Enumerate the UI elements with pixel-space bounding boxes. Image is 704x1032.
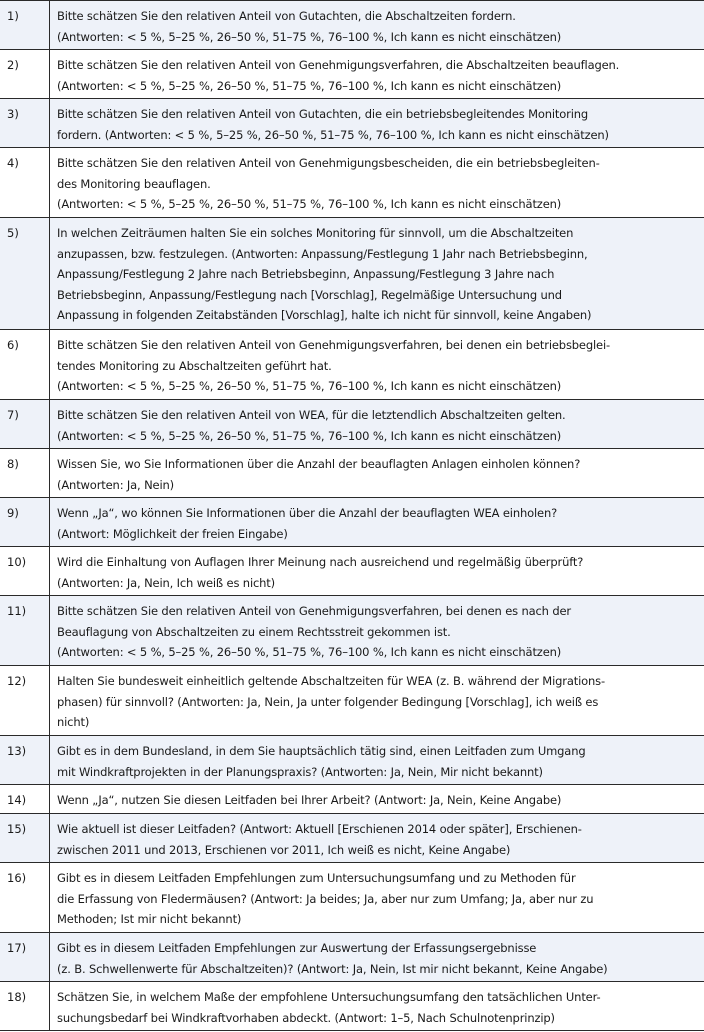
question-number: 1) xyxy=(0,1,50,49)
question-text: Schätzen Sie, in welchem Maße der empfohlene Untersuchungsumfang den tatsächlichen Unter- suchungsbedarf bei Windkraftvorhaben abdeckt. (Antwort: 1–5, Nach Schulnotenprinzip) xyxy=(57,990,601,1025)
question-text: Bitte schätzen Sie den relativen Anteil von Genehmigungsverfahren, die Abschaltzeiten beauflagen. (Antworten: < 5 %, 5–25 %, 26–50 %, 51–75 %, 76–100 %, Ich kann es nicht einschätzen) xyxy=(57,58,620,93)
question-number: 13) xyxy=(0,736,50,784)
question-row xyxy=(0,735,704,784)
question-text: Wissen Sie, wo Sie Informationen über die Anzahl der beauflagten Anlagen einholen können? (Antworten: Ja, Nein) xyxy=(57,457,581,492)
question-text: Bitte schätzen Sie den relativen Anteil von Genehmigungsbescheiden, die ein betriebsbegleiten- des Monitoring beauflagen. (Antworten: < 5 %, 5–25 %, 26–50 %, 51–75 %, 76–100 %, Ich kann es nicht einschätzen) xyxy=(57,156,600,211)
question-number: 7) xyxy=(0,400,50,448)
question-row xyxy=(0,147,704,217)
question-text: Gibt es in diesem Leitfaden Empfehlungen zur Auswertung der Erfassungsergebnisse (z. B. Schwellenwerte für Abschaltzeiten)? (Antwort: Ja, Nein, Ist mir nicht bekannt, Keine Angabe) xyxy=(57,941,608,976)
question-number: 12) xyxy=(0,666,50,735)
question-number: 2) xyxy=(0,50,50,98)
question-number: 15) xyxy=(0,814,50,862)
question-row xyxy=(0,546,704,595)
question-text: In welchen Zeiträumen halten Sie ein solches Monitoring für sinnvoll, um die Abschaltzeiten anzupassen, bzw. festzulegen. (Antworten: Anpassung/Festlegung 1 Jahr nach Betriebsbeginn, Anpassung/Festlegung 2 Jahre nach Betriebsbeginn, Anpassung/Festlegung 3 Jahre nach Betriebsbeginn, Anpassung/Festlegung nach [Vorschlag], Regelmäßige Untersuchung und Anpassung in folgenden Zeitabständen [Vorschlag], halte ich nicht für sinnvoll, keine Angaben) xyxy=(57,226,592,322)
question-text: Wie aktuell ist dieser Leitfaden? (Antwort: Aktuell [Erschienen 2014 oder später], Erschienen- zwischen 2011 und 2013, Erschienen vor 2011, Ich weiß es nicht, Keine Angabe) xyxy=(57,822,582,857)
question-row xyxy=(0,784,704,813)
question-number: 6) xyxy=(0,330,50,399)
question-text: Wenn „Ja“, wo können Sie Informationen über die Anzahl der beauflagten WEA einholen? (Antwort: Möglichkeit der freien Eingabe) xyxy=(57,506,558,541)
question-row xyxy=(0,497,704,546)
question-number: 16) xyxy=(0,863,50,932)
question-row xyxy=(0,217,704,329)
question-number: 3) xyxy=(0,99,50,147)
question-row xyxy=(0,49,704,98)
question-number: 11) xyxy=(0,596,50,665)
question-text: Gibt es in diesem Leitfaden Empfehlungen zum Untersuchungsumfang und zu Methoden für die Erfassung von Fledermäusen? (Antwort: Ja beides; Ja, aber nur zum Umfang; Ja, aber nur zu Methoden; Ist mir nicht bekannt) xyxy=(57,871,594,926)
question-number: 10) xyxy=(0,547,50,595)
question-number: 9) xyxy=(0,498,50,546)
question-text: Bitte schätzen Sie den relativen Anteil von Gutachten, die Abschaltzeiten fordern. (Antworten: < 5 %, 5–25 %, 26–50 %, 51–75 %, 76–100 %, Ich kann es nicht einschätzen) xyxy=(57,9,562,44)
question-text: Gibt es in dem Bundesland, in dem Sie hauptsächlich tätig sind, einen Leitfaden zum Umgang mit Windkraftprojekten in der Planungspraxis? (Antworten: Ja, Nein, Mir nicht bekannt) xyxy=(57,744,586,779)
question-number: 4) xyxy=(0,148,50,217)
question-row xyxy=(0,0,704,49)
question-row xyxy=(0,329,704,399)
question-row xyxy=(0,981,704,1031)
question-text: Bitte schätzen Sie den relativen Anteil von Genehmigungsverfahren, bei denen es nach der Beauflagung von Abschaltzeiten zu einem Rechtsstreit gekommen ist. (Antworten: < 5 %, 5–25 %, 26–50 %, 51–75 %, 76–100 %, Ich kann es nicht einschätzen) xyxy=(57,604,571,659)
question-text: Bitte schätzen Sie den relativen Anteil von Gutachten, die ein betriebsbegleitendes Monitoring fordern. (Antworten: < 5 %, 5–25 %, 26–50 %, 51–75 %, 76–100 %, Ich kann es nicht einschätzen) xyxy=(57,107,609,142)
question-row xyxy=(0,448,704,497)
question-number: 18) xyxy=(0,982,50,1030)
question-row xyxy=(0,98,704,147)
question-number: 5) xyxy=(0,218,50,329)
question-number: 17) xyxy=(0,933,50,981)
question-text: Wenn „Ja“, nutzen Sie diesen Leitfaden bei Ihrer Arbeit? (Antwort: Ja, Nein, Keine Angabe) xyxy=(57,793,562,807)
question-row xyxy=(0,399,704,448)
question-row xyxy=(0,665,704,735)
question-row xyxy=(0,595,704,665)
question-row xyxy=(0,862,704,932)
question-row xyxy=(0,932,704,981)
question-number: 14) xyxy=(0,785,50,813)
question-row xyxy=(0,813,704,862)
question-text: Bitte schätzen Sie den relativen Anteil von Genehmigungsverfahren, bei denen ein betriebsbeglei- tendes Monitoring zu Abschaltzeiten geführt hat. (Antworten: < 5 %, 5–25 %, 26–50 %, 51–75 %, 76–100 %, Ich kann es nicht einschätzen) xyxy=(57,338,611,393)
question-text: Bitte schätzen Sie den relativen Anteil von WEA, für die letztendlich Abschaltzeiten gelten. (Antworten: < 5 %, 5–25 %, 26–50 %, 51–75 %, 76–100 %, Ich kann es nicht einschätzen) xyxy=(57,408,566,443)
question-number: 8) xyxy=(0,449,50,497)
question-text: Wird die Einhaltung von Auflagen Ihrer Meinung nach ausreichend und regelmäßig überprüft? (Antworten: Ja, Nein, Ich weiß es nicht) xyxy=(57,555,584,590)
question-text: Halten Sie bundesweit einheitlich geltende Abschaltzeiten für WEA (z. B. während der Migrations- phasen) für sinnvoll? (Antworten: Ja, Nein, Ja unter folgender Bedingung [Vorschlag], ich weiß es nicht) xyxy=(57,674,606,729)
